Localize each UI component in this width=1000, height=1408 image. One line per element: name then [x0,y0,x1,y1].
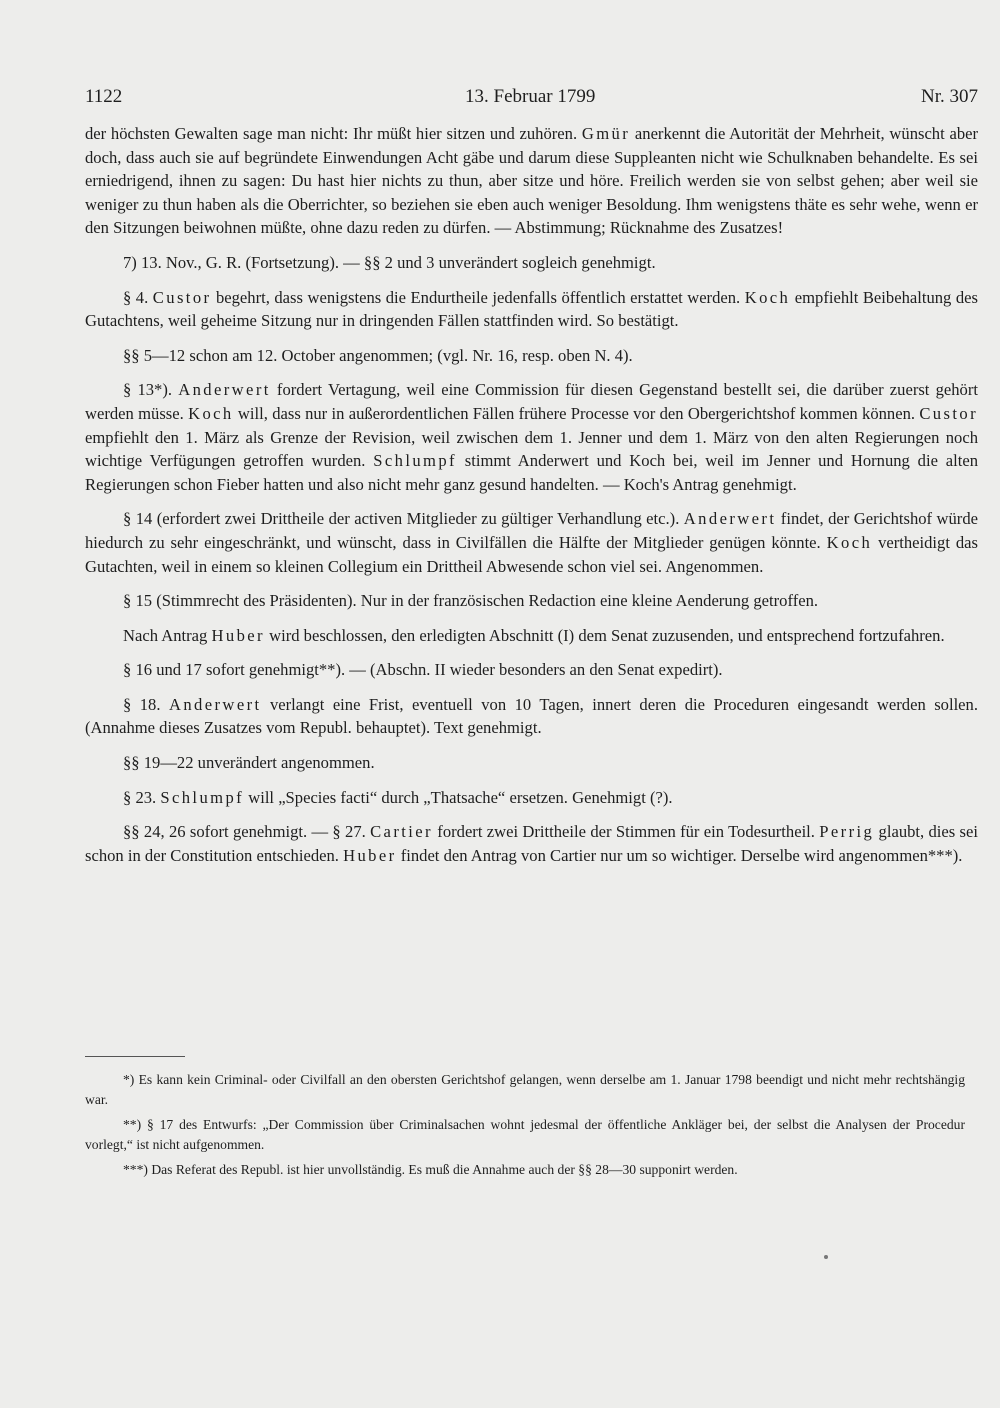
speaker-name: Gmür [581,124,631,143]
paragraph [85,589,978,613]
text-run: will „Species facti“ durch „Thatsache“ ersetzen. Genehmigt (?). [244,787,673,807]
text-run: § 15 (Stimmrecht des Präsidenten). Nur in der französischen Redaction eine kleine Aenderung getroffen. [123,591,819,611]
speaker-name: Schlumpf [373,451,457,471]
text-run: will, dass nur in außerordentlichen Fällen frühere Processe vor den Obergerichtshof kommen können. [233,403,920,423]
paragraph [85,286,978,333]
paper-speck [824,1255,828,1259]
speaker-name: Custor [919,403,978,423]
paragraph [85,344,978,368]
paragraph [85,786,978,810]
paragraph [85,507,978,578]
speaker-name: Custor [152,287,212,307]
text-run: Nach Antrag [123,625,212,645]
paragraph [85,251,978,275]
paragraph [85,751,978,775]
text-run: wird beschlossen, den erledigten Abschnitt (I) dem Senat zuzusenden, und entsprechend fortzufahren. [264,625,945,645]
speaker-name: Schlumpf [160,787,245,807]
text-run: fordert Vertagung, weil eine Commission für diesen Gegenstand bestellt sei, die darüber zuerst gehört werden müsse. [85,380,978,423]
text-run: § 4. [123,287,153,307]
text-run: verlangt eine Frist, eventuell von 10 Tagen, innert deren die Proceduren eingesandt werden sollen. (Annahme dieses Zusatzes vom Republ. behauptet). Text genehmigt. [85,694,978,738]
speaker-name: Perrig [819,822,875,842]
running-header [85,86,978,116]
text-run: vertheidigt das Gutachten, weil in einem so kleinen Collegium ein Drittheil Abwesende schon viel sei. Angenommen. [85,532,978,576]
speaker-name: Koch [826,532,873,552]
text-run: empfiehlt den 1. März als Grenze der Revision, weil zwischen dem 1. Jenner und dem 1. März von den alten Regierungen noch wichtige Verfügungen getroffen wurden. [85,427,978,471]
text-run: stimmt Anderwert und Koch bei, weil im Jenner und Hornung die alten Regierungen schon Fieber hatten und also nicht mehr ganz gesund handelten. — Koch's Antrag genehmigt. [85,451,978,494]
paragraph [85,378,978,496]
text-run: § 18. [123,694,169,714]
text-run: §§ 5—12 schon am 12. October angenommen; (vgl. Nr. 16, resp. oben N. 4). [123,345,633,365]
speaker-name: Anderwert [178,380,271,400]
text-run: findet den Antrag von Cartier nur um so wichtiger. Derselbe wird angenommen***). [396,845,963,865]
text-run: glaubt, dies sei schon in der Constitution entschieden. [85,822,978,865]
footnote-divider [85,1056,185,1057]
speaker-name: Huber [343,845,397,865]
text-run: §§ 24, 26 sofort genehmigt. — § 27. [123,822,371,842]
footnote: **) § 17 des Entwurfs: „Der Commission über Criminalsachen wohnt jedesmal der öffentliche Ankläger bei, der selbst die Analysen der Procedur vorlegt,“ ist nicht aufgenommen. [85,1117,965,1152]
speaker-name: Cartier [370,822,433,842]
text-run: der höchsten Gewalten sage man nicht: Ihr müßt hier sitzen und zuhören. [85,124,582,143]
text-run: § 16 und 17 sofort genehmigt**). — (Abschn. II wieder besonders an den Senat expedirt). [123,660,723,680]
text-run: fordert zwei Drittheile der Stimmen für ein Todesurtheil. [432,822,820,842]
speaker-name: Koch [188,403,234,423]
footnote: *) Es kann kein Criminal- oder Civilfall an den obersten Gerichtshof gelangen, wenn derselbe am 1. Januar 1798 beendigt und nicht mehr rechtshängig war. [85,1072,965,1107]
header-date: 13. Februar 1799 [465,86,596,107]
text-run: findet, der Gerichtshof würde hiedurch zu sehr eingeschränkt, und wünscht, dass in Civilfällen die Hälfte der Mitglieder genügen könnte. [85,509,978,552]
issue-number: Nr. 307 [921,86,978,107]
speaker-name: Huber [211,625,265,645]
text-run: § 14 (erfordert zwei Drittheile der activen Mitglieder zu gültiger Verhandlung etc.). [123,509,684,529]
paragraph [85,122,978,240]
speaker-name: Anderwert [168,694,262,714]
page-number: 1122 [85,86,123,107]
paragraph [85,658,978,682]
footnotes [85,1070,965,1186]
main-text [85,122,978,878]
paragraph [85,693,978,740]
text-run: § 23. [123,787,161,807]
text-run: 7) 13. Nov., G. R. (Fortsetzung). — §§ 2 und 3 unverändert sogleich genehmigt. [123,252,656,272]
text-run: anerkennt die Autorität der Mehrheit, wünscht aber doch, dass auch sie auf begründete Einwendungen Acht gäbe und darum diese Suppleanten nicht wie Schulknaben behandelte. Es sei erniedrigend, ihnen zu sagen: Du hast hier nichts zu thun, aber sitze und höre. Freilich werden sie von selbst gehen; aber weil sie weniger zu thun haben als die Oberrichter, so beziehen sie eben auch weniger Besoldung. Ihm wenigstens thäte es sehr wehe, wenn er den Sitzungen beiwohnen müßte, ohne dazu reden zu dürfen. — Abstimmung; Rücknahme des Zusatzes! [85,124,979,238]
speaker-name: Koch [744,287,791,307]
text-run: §§ 19—22 unverändert angenommen. [123,753,375,773]
paragraph [85,820,978,867]
text-run: begehrt, dass wenigstens die Endurtheile jedenfalls öffentlich erstattet werden. [211,287,745,307]
text-run: § 13*). [123,380,179,400]
paragraph [85,624,978,648]
speaker-name: Anderwert [683,509,777,529]
text-run: empfiehlt Beibehaltung des Gutachtens, weil geheime Sitzung nur in dringenden Fällen stattfinden wird. So bestätigt. [85,287,978,331]
footnote: ***) Das Referat des Republ. ist hier unvollständig. Es muß die Annahme auch der §§ 28—30 supponirt werden. [123,1162,738,1178]
